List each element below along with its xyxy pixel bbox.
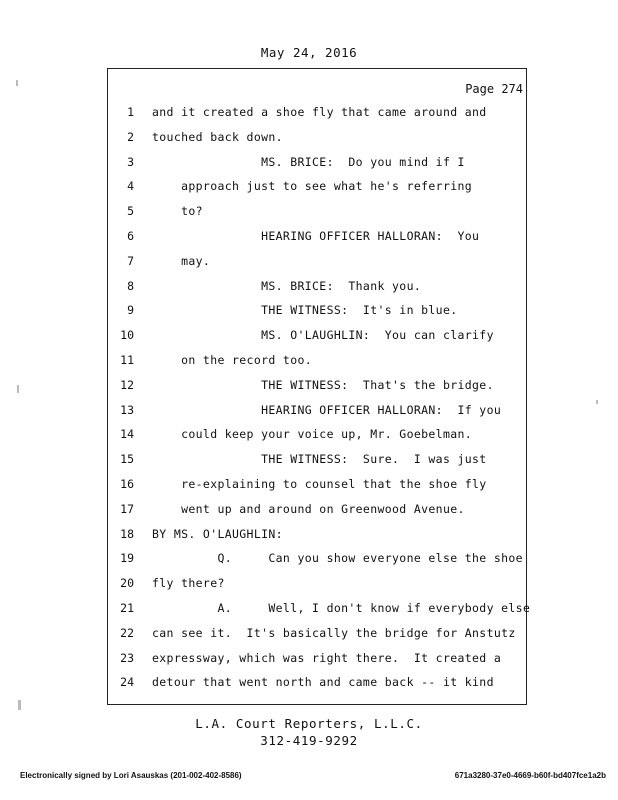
line-number: 12 [120,378,134,392]
document-id: 671a3280-37e0-4669-b60f-bd407fce1a2b [454,771,606,780]
transcript-line-text: on the record too. [152,353,313,367]
transcript-line-text: MS. BRICE: Do you mind if I [152,155,465,169]
line-number: 24 [120,675,134,689]
line-number: 11 [120,353,134,367]
line-number: 21 [120,601,134,615]
line-number: 14 [120,427,134,441]
transcript-line-text: BY MS. O'LAUGHLIN: [152,527,283,541]
transcript-line-text: touched back down. [152,130,283,144]
line-number: 22 [120,626,134,640]
line-number: 19 [120,551,134,565]
line-number: 7 [127,254,134,268]
scan-speck [16,80,18,86]
line-number: 18 [120,527,134,541]
line-number: 8 [127,279,134,293]
transcript-line-text: could keep your voice up, Mr. Goebelman. [152,427,473,441]
transcript-line-text: fly there? [152,576,225,590]
transcript-line-text: to? [152,204,203,218]
line-number: 15 [120,452,134,466]
page-number: Page 274 [465,82,523,96]
line-number: 4 [127,179,134,193]
line-number: 9 [127,303,134,317]
scan-speck [596,400,598,404]
transcript-line-text: THE WITNESS: It's in blue. [152,303,458,317]
transcript-date: May 24, 2016 [260,45,358,60]
transcript-line-text: expressway, which was right there. It created a [152,651,502,665]
transcript-line-text: approach just to see what he's referring [152,179,473,193]
scan-speck [17,385,19,393]
transcript-line-text: MS. O'LAUGHLIN: You can clarify [152,328,494,342]
transcript-line-text: detour that went north and came back -- it kind [152,675,494,689]
line-number: 10 [120,328,134,342]
transcript-line-text: THE WITNESS: That's the bridge. [152,378,494,392]
transcript-line-text: Q. Can you show everyone else the shoe [152,551,523,565]
line-number: 16 [120,477,134,491]
line-number: 3 [127,155,134,169]
transcript-line-text: may. [152,254,211,268]
transcript-line-text: and it created a shoe fly that came around and [152,105,487,119]
transcript-line-text: re-explaining to counsel that the shoe fly [152,477,487,491]
line-number: 23 [120,651,134,665]
line-number: 2 [127,130,134,144]
transcript-line-text: can see it. It's basically the bridge for Anstutz [152,626,516,640]
scan-speck [18,700,21,710]
line-number: 20 [120,576,134,590]
transcript-line-text: HEARING OFFICER HALLORAN: If you [152,403,502,417]
line-number: 5 [127,204,134,218]
line-number: 6 [127,229,134,243]
transcript-line-text: went up and around on Greenwood Avenue. [152,502,465,516]
line-number: 1 [127,105,134,119]
line-number: 17 [120,502,134,516]
transcript-line-text: MS. BRICE: Thank you. [152,279,422,293]
transcript-line-text: HEARING OFFICER HALLORAN: You [152,229,480,243]
transcript-line-text: A. Well, I don't know if everybody else [152,601,531,615]
court-reporter-phone: 312-419-9292 [260,733,358,748]
line-number: 13 [120,403,134,417]
electronic-signature: Electronically signed by Lori Asauskas (201-002-402-8586) [20,771,242,780]
transcript-line-text: THE WITNESS: Sure. I was just [152,452,487,466]
court-reporter-name: L.A. Court Reporters, L.L.C. [195,716,423,731]
